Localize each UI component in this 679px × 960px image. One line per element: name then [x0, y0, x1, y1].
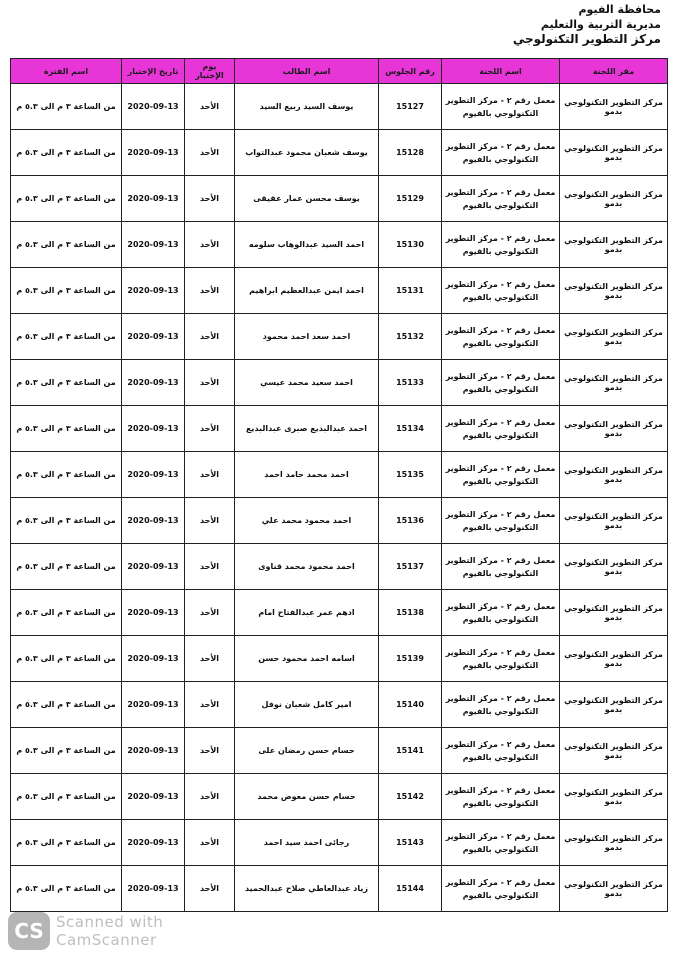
student-name-cell: احمد عبدالبديع صبرى عبدالبديع: [235, 406, 379, 452]
committee-name-cell: معمل رقم ٢ - مركز التطوير التكنولوجي بالفيوم: [442, 774, 560, 820]
watermark-line-2: CamScanner: [56, 931, 157, 949]
exam-date-cell: 2020-09-13: [122, 498, 185, 544]
table-header-row: [11, 59, 668, 84]
exam-date-cell: 2020-09-13: [122, 130, 185, 176]
watermark-text: [56, 913, 163, 949]
exam-day-cell: الأحد: [185, 84, 235, 130]
exam-date-cell: 2020-09-13: [122, 406, 185, 452]
column-header-student: اسم الطالب: [235, 59, 379, 84]
student-name-cell: ادهم عمر عبدالفتاح امام: [235, 590, 379, 636]
student-name-cell: احمد سعد احمد محمود: [235, 314, 379, 360]
exam-period-cell: من الساعة ٣ م الى ٥.٣ م: [11, 268, 122, 314]
table-row: [11, 130, 668, 176]
committee-name-cell: معمل رقم ٢ - مركز التطوير التكنولوجي بالفيوم: [442, 314, 560, 360]
committee-location-cell: مركز التطوير التكنولوجي بدمو: [560, 452, 668, 498]
exam-day-cell: الأحد: [185, 406, 235, 452]
committee-location-cell: مركز التطوير التكنولوجي بدمو: [560, 176, 668, 222]
table-row: [11, 590, 668, 636]
seat-number-cell: 15144: [379, 866, 442, 912]
student-name-cell: يوسف شعبان محمود عبدالتواب: [235, 130, 379, 176]
watermark-line-1: Scanned with: [56, 913, 164, 931]
camscanner-watermark: [8, 912, 163, 950]
exam-day-cell: الأحد: [185, 176, 235, 222]
table-row: [11, 84, 668, 130]
student-name-cell: زياد عبدالعاطي صلاح عبدالحميد: [235, 866, 379, 912]
table-row: [11, 636, 668, 682]
student-name-cell: اسامه احمد محمود حسن: [235, 636, 379, 682]
exam-day-cell: الأحد: [185, 590, 235, 636]
committee-name-cell: معمل رقم ٢ - مركز التطوير التكنولوجي بالفيوم: [442, 222, 560, 268]
student-name-cell: احمد السيد عبدالوهاب سلومه: [235, 222, 379, 268]
column-header-date: تاريخ الإختبار: [122, 59, 185, 84]
committee-name-cell: معمل رقم ٢ - مركز التطوير التكنولوجي بالفيوم: [442, 682, 560, 728]
exam-date-cell: 2020-09-13: [122, 544, 185, 590]
seat-number-cell: 15137: [379, 544, 442, 590]
committee-location-cell: مركز التطوير التكنولوجي بدمو: [560, 84, 668, 130]
table-row: [11, 682, 668, 728]
table-row: [11, 452, 668, 498]
column-header-day: يوم الإختبار: [185, 59, 235, 84]
column-header-center: مقر اللجنة: [560, 59, 668, 84]
exam-date-cell: 2020-09-13: [122, 590, 185, 636]
exam-day-cell: الأحد: [185, 544, 235, 590]
seat-number-cell: 15134: [379, 406, 442, 452]
exam-period-cell: من الساعة ٣ م الى ٥.٣ م: [11, 866, 122, 912]
committee-name-cell: معمل رقم ٢ - مركز التطوير التكنولوجي بالفيوم: [442, 728, 560, 774]
seat-number-cell: 15135: [379, 452, 442, 498]
center-title: مركز التطوير التكنولوجي: [512, 32, 661, 46]
committee-name-cell: معمل رقم ٢ - مركز التطوير التكنولوجي بالفيوم: [442, 820, 560, 866]
student-name-cell: احمد ايمن عبدالعظيم ابراهيم: [235, 268, 379, 314]
exam-period-cell: من الساعة ٣ م الى ٥.٣ م: [11, 452, 122, 498]
committee-name-cell: معمل رقم ٢ - مركز التطوير التكنولوجي بالفيوم: [442, 544, 560, 590]
committee-name-cell: معمل رقم ٢ - مركز التطوير التكنولوجي بالفيوم: [442, 84, 560, 130]
exam-date-cell: 2020-09-13: [122, 866, 185, 912]
seat-number-cell: 15128: [379, 130, 442, 176]
committee-location-cell: مركز التطوير التكنولوجي بدمو: [560, 222, 668, 268]
table-row: [11, 498, 668, 544]
seat-number-cell: 15139: [379, 636, 442, 682]
table-row: [11, 406, 668, 452]
exam-period-cell: من الساعة ٣ م الى ٥.٣ م: [11, 222, 122, 268]
exam-period-cell: من الساعة ٣ م الى ٥.٣ م: [11, 360, 122, 406]
exam-day-cell: الأحد: [185, 774, 235, 820]
committee-name-cell: معمل رقم ٢ - مركز التطوير التكنولوجي بالفيوم: [442, 176, 560, 222]
committee-location-cell: مركز التطوير التكنولوجي بدمو: [560, 774, 668, 820]
exam-date-cell: 2020-09-13: [122, 636, 185, 682]
exam-date-cell: 2020-09-13: [122, 222, 185, 268]
committee-location-cell: مركز التطوير التكنولوجي بدمو: [560, 820, 668, 866]
seat-number-cell: 15129: [379, 176, 442, 222]
committee-location-cell: مركز التطوير التكنولوجي بدمو: [560, 406, 668, 452]
table-row: [11, 728, 668, 774]
committee-name-cell: معمل رقم ٢ - مركز التطوير التكنولوجي بالفيوم: [442, 590, 560, 636]
exam-day-cell: الأحد: [185, 222, 235, 268]
table-row: [11, 544, 668, 590]
column-header-committee: اسم اللجنة: [442, 59, 560, 84]
committee-name-cell: معمل رقم ٢ - مركز التطوير التكنولوجي بالفيوم: [442, 268, 560, 314]
exam-day-cell: الأحد: [185, 728, 235, 774]
exam-day-cell: الأحد: [185, 682, 235, 728]
exam-period-cell: من الساعة ٣ م الى ٥.٣ م: [11, 544, 122, 590]
committee-location-cell: مركز التطوير التكنولوجي بدمو: [560, 130, 668, 176]
exam-day-cell: الأحد: [185, 314, 235, 360]
table-row: [11, 176, 668, 222]
seat-number-cell: 15133: [379, 360, 442, 406]
seat-number-cell: 15127: [379, 84, 442, 130]
exam-period-cell: من الساعة ٣ م الى ٥.٣ م: [11, 774, 122, 820]
exam-period-cell: من الساعة ٣ م الى ٥.٣ م: [11, 682, 122, 728]
student-name-cell: احمد محمود محمد علي: [235, 498, 379, 544]
committee-location-cell: مركز التطوير التكنولوجي بدمو: [560, 866, 668, 912]
exam-day-cell: الأحد: [185, 820, 235, 866]
exam-day-cell: الأحد: [185, 130, 235, 176]
exam-date-cell: 2020-09-13: [122, 176, 185, 222]
seat-number-cell: 15130: [379, 222, 442, 268]
exam-date-cell: 2020-09-13: [122, 682, 185, 728]
committee-location-cell: مركز التطوير التكنولوجي بدمو: [560, 590, 668, 636]
exam-day-cell: الأحد: [185, 636, 235, 682]
exam-date-cell: 2020-09-13: [122, 84, 185, 130]
governorate-title: محافظة الفيوم: [578, 3, 661, 16]
committee-location-cell: مركز التطوير التكنولوجي بدمو: [560, 728, 668, 774]
exam-period-cell: من الساعة ٣ م الى ٥.٣ م: [11, 590, 122, 636]
exam-period-cell: من الساعة ٣ م الى ٥.٣ م: [11, 314, 122, 360]
exam-day-cell: الأحد: [185, 498, 235, 544]
camscanner-logo-icon: CS: [8, 912, 50, 950]
committee-location-cell: مركز التطوير التكنولوجي بدمو: [560, 268, 668, 314]
committee-name-cell: معمل رقم ٢ - مركز التطوير التكنولوجي بالفيوم: [442, 360, 560, 406]
committee-name-cell: معمل رقم ٢ - مركز التطوير التكنولوجي بالفيوم: [442, 636, 560, 682]
table-body: [11, 84, 668, 912]
committee-name-cell: معمل رقم ٢ - مركز التطوير التكنولوجي بالفيوم: [442, 130, 560, 176]
committee-location-cell: مركز التطوير التكنولوجي بدمو: [560, 636, 668, 682]
seat-number-cell: 15140: [379, 682, 442, 728]
seat-number-cell: 15143: [379, 820, 442, 866]
student-name-cell: امير كامل شعبان نوفل: [235, 682, 379, 728]
committee-location-cell: مركز التطوير التكنولوجي بدمو: [560, 498, 668, 544]
student-name-cell: احمد محمد حامد احمد: [235, 452, 379, 498]
exam-period-cell: من الساعة ٣ م الى ٥.٣ م: [11, 406, 122, 452]
table-row: [11, 820, 668, 866]
student-name-cell: احمد محمود محمد قناوى: [235, 544, 379, 590]
committee-name-cell: معمل رقم ٢ - مركز التطوير التكنولوجي بالفيوم: [442, 406, 560, 452]
committee-location-cell: مركز التطوير التكنولوجي بدمو: [560, 360, 668, 406]
column-header-seat: رقم الجلوس: [379, 59, 442, 84]
exam-date-cell: 2020-09-13: [122, 820, 185, 866]
exam-day-cell: الأحد: [185, 452, 235, 498]
student-name-cell: حسام حسن معوض محمد: [235, 774, 379, 820]
committee-location-cell: مركز التطوير التكنولوجي بدمو: [560, 544, 668, 590]
committee-name-cell: معمل رقم ٢ - مركز التطوير التكنولوجي بالفيوم: [442, 866, 560, 912]
document-header: [513, 2, 661, 47]
seat-number-cell: 15138: [379, 590, 442, 636]
exam-period-cell: من الساعة ٣ م الى ٥.٣ م: [11, 84, 122, 130]
exam-period-cell: من الساعة ٣ م الى ٥.٣ م: [11, 176, 122, 222]
seat-number-cell: 15142: [379, 774, 442, 820]
exam-day-cell: الأحد: [185, 866, 235, 912]
student-name-cell: رجائى احمد سيد احمد: [235, 820, 379, 866]
committee-name-cell: معمل رقم ٢ - مركز التطوير التكنولوجي بالفيوم: [442, 498, 560, 544]
exam-date-cell: 2020-09-13: [122, 728, 185, 774]
table-row: [11, 774, 668, 820]
student-name-cell: احمد سعيد محمد عيسي: [235, 360, 379, 406]
exam-period-cell: من الساعة ٣ م الى ٥.٣ م: [11, 498, 122, 544]
exam-period-cell: من الساعة ٣ م الى ٥.٣ م: [11, 728, 122, 774]
exam-date-cell: 2020-09-13: [122, 360, 185, 406]
seat-number-cell: 15132: [379, 314, 442, 360]
seat-number-cell: 15141: [379, 728, 442, 774]
exam-date-cell: 2020-09-13: [122, 314, 185, 360]
exam-schedule-table: [10, 58, 668, 912]
table-row: [11, 360, 668, 406]
committee-location-cell: مركز التطوير التكنولوجي بدمو: [560, 682, 668, 728]
exam-period-cell: من الساعة ٣ م الى ٥.٣ م: [11, 130, 122, 176]
committee-location-cell: مركز التطوير التكنولوجي بدمو: [560, 314, 668, 360]
table-row: [11, 222, 668, 268]
table-row: [11, 314, 668, 360]
seat-number-cell: 15131: [379, 268, 442, 314]
exam-date-cell: 2020-09-13: [122, 452, 185, 498]
exam-period-cell: من الساعة ٣ م الى ٥.٣ م: [11, 636, 122, 682]
student-name-cell: يوسف محسن عمار عقيقى: [235, 176, 379, 222]
table-row: [11, 866, 668, 912]
student-name-cell: يوسف السيد ربيع السيد: [235, 84, 379, 130]
column-header-period: اسم الفترة: [11, 59, 122, 84]
exam-period-cell: من الساعة ٣ م الى ٥.٣ م: [11, 820, 122, 866]
seat-number-cell: 15136: [379, 498, 442, 544]
table-row: [11, 268, 668, 314]
exam-day-cell: الأحد: [185, 360, 235, 406]
committee-name-cell: معمل رقم ٢ - مركز التطوير التكنولوجي بالفيوم: [442, 452, 560, 498]
exam-date-cell: 2020-09-13: [122, 268, 185, 314]
exam-date-cell: 2020-09-13: [122, 774, 185, 820]
directorate-title: مديرية التربية والتعليم: [540, 18, 661, 31]
exam-day-cell: الأحد: [185, 268, 235, 314]
student-name-cell: حسام حسن رمضان على: [235, 728, 379, 774]
